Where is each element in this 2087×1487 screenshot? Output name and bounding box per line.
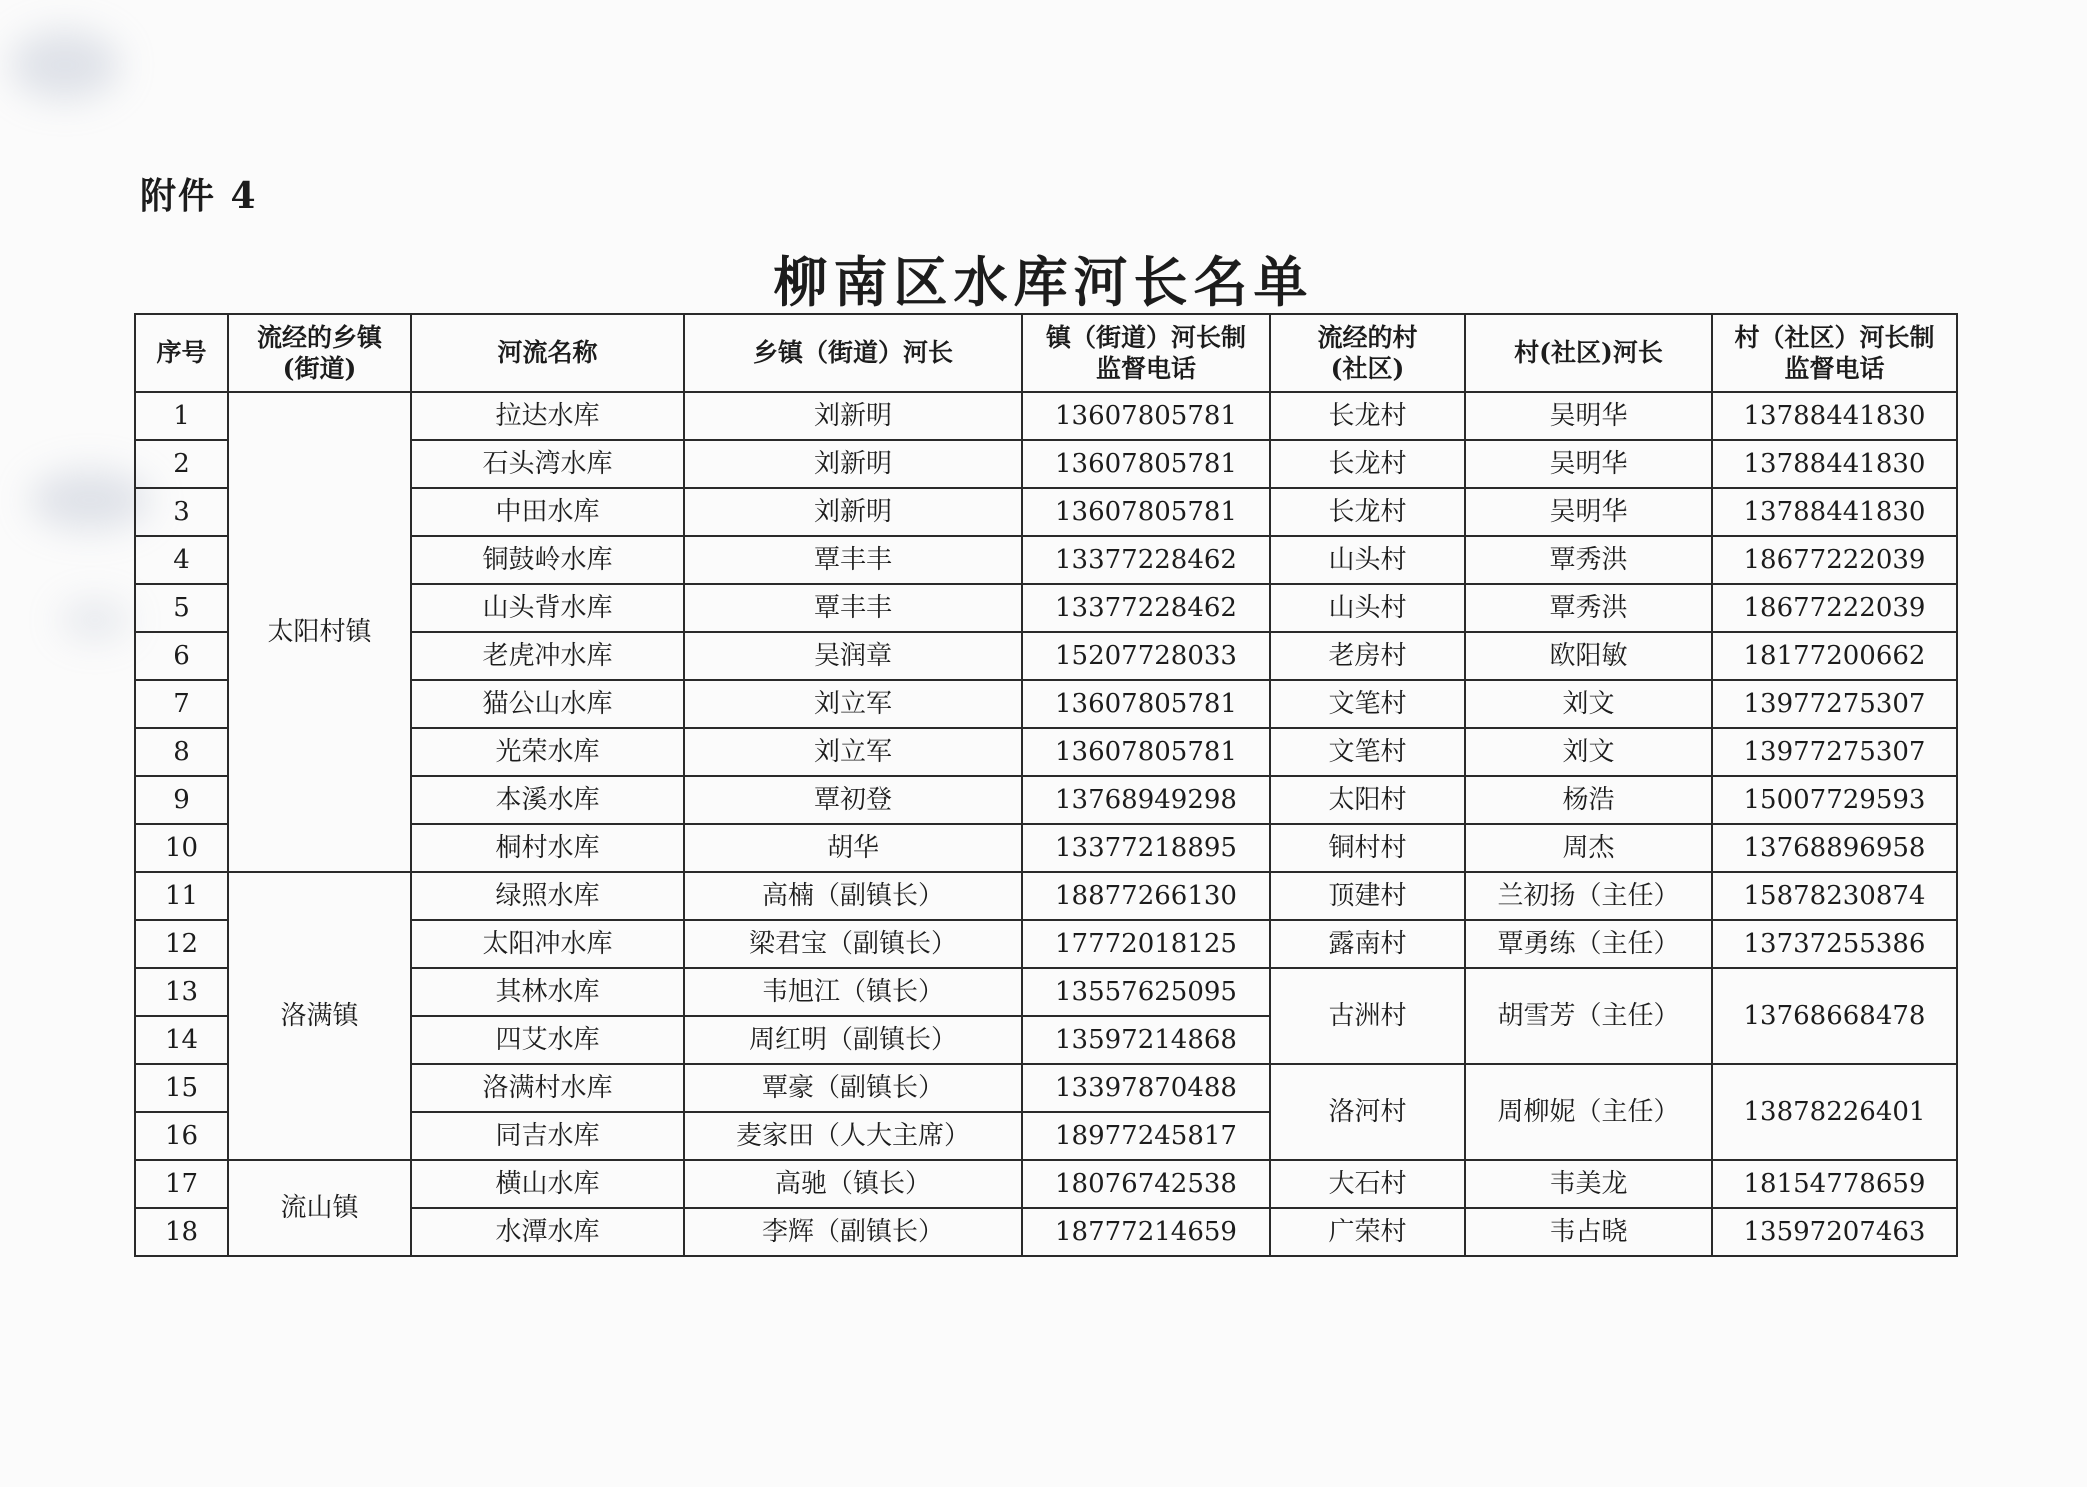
cell-village-chief: 吴明华: [1465, 440, 1712, 488]
document-title: 柳南区水库河长名单: [773, 250, 1314, 314]
cell-town-chief: 覃初登: [684, 776, 1022, 824]
cell-village: 铜村村: [1270, 824, 1465, 872]
cell-village: 古洲村: [1270, 968, 1465, 1064]
cell-town-phone: 13377228462: [1022, 584, 1270, 632]
cell-town-chief: 胡华: [684, 824, 1022, 872]
cell-no: 12: [135, 920, 228, 968]
cell-town-phone: 13397870488: [1022, 1064, 1270, 1112]
cell-reservoir: 水潭水库: [411, 1208, 684, 1256]
cell-no: 16: [135, 1112, 228, 1160]
cell-town-chief: 覃豪（副镇长）: [684, 1064, 1022, 1112]
cell-no: 17: [135, 1160, 228, 1208]
cell-village-phone: 15878230874: [1712, 872, 1957, 920]
cell-town-chief: 刘新明: [684, 392, 1022, 440]
cell-town-phone: 18777214659: [1022, 1208, 1270, 1256]
cell-town-phone: 13597214868: [1022, 1016, 1270, 1064]
cell-reservoir: 本溪水库: [411, 776, 684, 824]
cell-village-phone: 15007729593: [1712, 776, 1957, 824]
col-header: 村(社区)河长: [1465, 314, 1712, 392]
cell-reservoir: 同吉水库: [411, 1112, 684, 1160]
cell-reservoir: 石头湾水库: [411, 440, 684, 488]
cell-village-chief: 杨浩: [1465, 776, 1712, 824]
cell-reservoir: 光荣水库: [411, 728, 684, 776]
col-header: 乡镇（街道）河长: [684, 314, 1022, 392]
cell-town-phone: 13768949298: [1022, 776, 1270, 824]
cell-town-phone: 13377228462: [1022, 536, 1270, 584]
cell-village-chief: 刘文: [1465, 728, 1712, 776]
cell-town-phone: 18076742538: [1022, 1160, 1270, 1208]
cell-village-chief: 韦美龙: [1465, 1160, 1712, 1208]
cell-reservoir: 太阳冲水库: [411, 920, 684, 968]
cell-village-chief: 兰初扬（主任）: [1465, 872, 1712, 920]
col-header: 序号: [135, 314, 228, 392]
cell-reservoir: 拉达水库: [411, 392, 684, 440]
cell-village: 洛河村: [1270, 1064, 1465, 1160]
cell-town-phone: 13607805781: [1022, 728, 1270, 776]
cell-village-phone: 13788441830: [1712, 488, 1957, 536]
cell-village-chief: 欧阳敏: [1465, 632, 1712, 680]
cell-village-chief: 刘文: [1465, 680, 1712, 728]
cell-village: 顶建村: [1270, 872, 1465, 920]
cell-village-phone: 18677222039: [1712, 584, 1957, 632]
cell-town-chief: 高驰（镇长）: [684, 1160, 1022, 1208]
cell-town-chief: 吴润章: [684, 632, 1022, 680]
cell-reservoir: 四艾水库: [411, 1016, 684, 1064]
cell-town-chief: 覃丰丰: [684, 536, 1022, 584]
cell-village-phone: 13788441830: [1712, 392, 1957, 440]
cell-village: 长龙村: [1270, 440, 1465, 488]
cell-reservoir: 老虎冲水库: [411, 632, 684, 680]
cell-town-chief: 刘立军: [684, 680, 1022, 728]
cell-village: 广荣村: [1270, 1208, 1465, 1256]
cell-village-phone: 13768896958: [1712, 824, 1957, 872]
cell-no: 1: [135, 392, 228, 440]
cell-reservoir: 绿照水库: [411, 872, 684, 920]
col-header: 村（社区）河长制 监督电话: [1712, 314, 1957, 392]
cell-no: 15: [135, 1064, 228, 1112]
cell-village-phone: 13977275307: [1712, 680, 1957, 728]
cell-village-chief: 覃秀洪: [1465, 584, 1712, 632]
cell-village-phone: 13977275307: [1712, 728, 1957, 776]
cell-town-phone: 17772018125: [1022, 920, 1270, 968]
cell-town: 洛满镇: [228, 872, 411, 1160]
cell-town-chief: 刘新明: [684, 440, 1022, 488]
cell-town-phone: 15207728033: [1022, 632, 1270, 680]
attachment-label: 附件 4: [140, 175, 258, 217]
cell-village-chief: 吴明华: [1465, 488, 1712, 536]
cell-town-chief: 覃丰丰: [684, 584, 1022, 632]
cell-village-phone: 18154778659: [1712, 1160, 1957, 1208]
cell-no: 5: [135, 584, 228, 632]
cell-town-chief: 高楠（副镇长）: [684, 872, 1022, 920]
table-row: [135, 392, 1957, 440]
cell-village: 文笔村: [1270, 728, 1465, 776]
cell-village-phone: 13768668478: [1712, 968, 1957, 1064]
cell-town-phone: 18977245817: [1022, 1112, 1270, 1160]
cell-town-phone: 13557625095: [1022, 968, 1270, 1016]
cell-village: 老房村: [1270, 632, 1465, 680]
cell-no: 8: [135, 728, 228, 776]
cell-no: 18: [135, 1208, 228, 1256]
cell-town: 太阳村镇: [228, 392, 411, 872]
cell-town-chief: 麦家田（人大主席）: [684, 1112, 1022, 1160]
table-row: [135, 1160, 1957, 1208]
cell-village-chief: 覃勇练（主任）: [1465, 920, 1712, 968]
cell-village-chief: 韦占晓: [1465, 1208, 1712, 1256]
cell-reservoir: 猫公山水库: [411, 680, 684, 728]
cell-no: 13: [135, 968, 228, 1016]
cell-no: 14: [135, 1016, 228, 1064]
cell-town-chief: 韦旭江（镇长）: [684, 968, 1022, 1016]
cell-town-phone: 13607805781: [1022, 680, 1270, 728]
cell-reservoir: 洛满村水库: [411, 1064, 684, 1112]
cell-town-chief: 李辉（副镇长）: [684, 1208, 1022, 1256]
header-row: [135, 314, 1957, 392]
cell-village-phone: 18177200662: [1712, 632, 1957, 680]
cell-town-phone: 13607805781: [1022, 488, 1270, 536]
cell-village: 长龙村: [1270, 488, 1465, 536]
col-header: 流经的村 (社区): [1270, 314, 1465, 392]
cell-village-chief: 周杰: [1465, 824, 1712, 872]
cell-village-phone: 13878226401: [1712, 1064, 1957, 1160]
cell-village-phone: 13737255386: [1712, 920, 1957, 968]
cell-village-phone: 13597207463: [1712, 1208, 1957, 1256]
cell-reservoir: 其林水库: [411, 968, 684, 1016]
cell-town-chief: 周红明（副镇长）: [684, 1016, 1022, 1064]
cell-no: 9: [135, 776, 228, 824]
cell-village: 太阳村: [1270, 776, 1465, 824]
cell-town-chief: 刘新明: [684, 488, 1022, 536]
cell-village: 长龙村: [1270, 392, 1465, 440]
col-header: 镇（街道）河长制 监督电话: [1022, 314, 1270, 392]
cell-no: 4: [135, 536, 228, 584]
cell-village: 文笔村: [1270, 680, 1465, 728]
cell-village: 露南村: [1270, 920, 1465, 968]
cell-village-chief: 覃秀洪: [1465, 536, 1712, 584]
reservoir-chief-table: [134, 313, 1958, 1257]
cell-town: 流山镇: [228, 1160, 411, 1256]
cell-village-phone: 18677222039: [1712, 536, 1957, 584]
cell-town-chief: 梁君宝（副镇长）: [684, 920, 1022, 968]
cell-village-chief: 胡雪芳（主任）: [1465, 968, 1712, 1064]
cell-village-chief: 周柳妮（主任）: [1465, 1064, 1712, 1160]
cell-no: 2: [135, 440, 228, 488]
cell-village: 山头村: [1270, 584, 1465, 632]
cell-reservoir: 横山水库: [411, 1160, 684, 1208]
cell-no: 3: [135, 488, 228, 536]
cell-reservoir: 铜鼓岭水库: [411, 536, 684, 584]
cell-town-chief: 刘立军: [684, 728, 1022, 776]
table-row: [135, 872, 1957, 920]
cell-reservoir: 桐村水库: [411, 824, 684, 872]
cell-no: 11: [135, 872, 228, 920]
cell-town-phone: 13607805781: [1022, 440, 1270, 488]
cell-town-phone: 18877266130: [1022, 872, 1270, 920]
cell-village-phone: 13788441830: [1712, 440, 1957, 488]
cell-village-chief: 吴明华: [1465, 392, 1712, 440]
col-header: 河流名称: [411, 314, 684, 392]
cell-reservoir: 山头背水库: [411, 584, 684, 632]
cell-town-phone: 13607805781: [1022, 392, 1270, 440]
cell-reservoir: 中田水库: [411, 488, 684, 536]
cell-village: 山头村: [1270, 536, 1465, 584]
cell-no: 6: [135, 632, 228, 680]
col-header: 流经的乡镇 (街道): [228, 314, 411, 392]
cell-town-phone: 13377218895: [1022, 824, 1270, 872]
cell-village: 大石村: [1270, 1160, 1465, 1208]
cell-no: 10: [135, 824, 228, 872]
cell-no: 7: [135, 680, 228, 728]
